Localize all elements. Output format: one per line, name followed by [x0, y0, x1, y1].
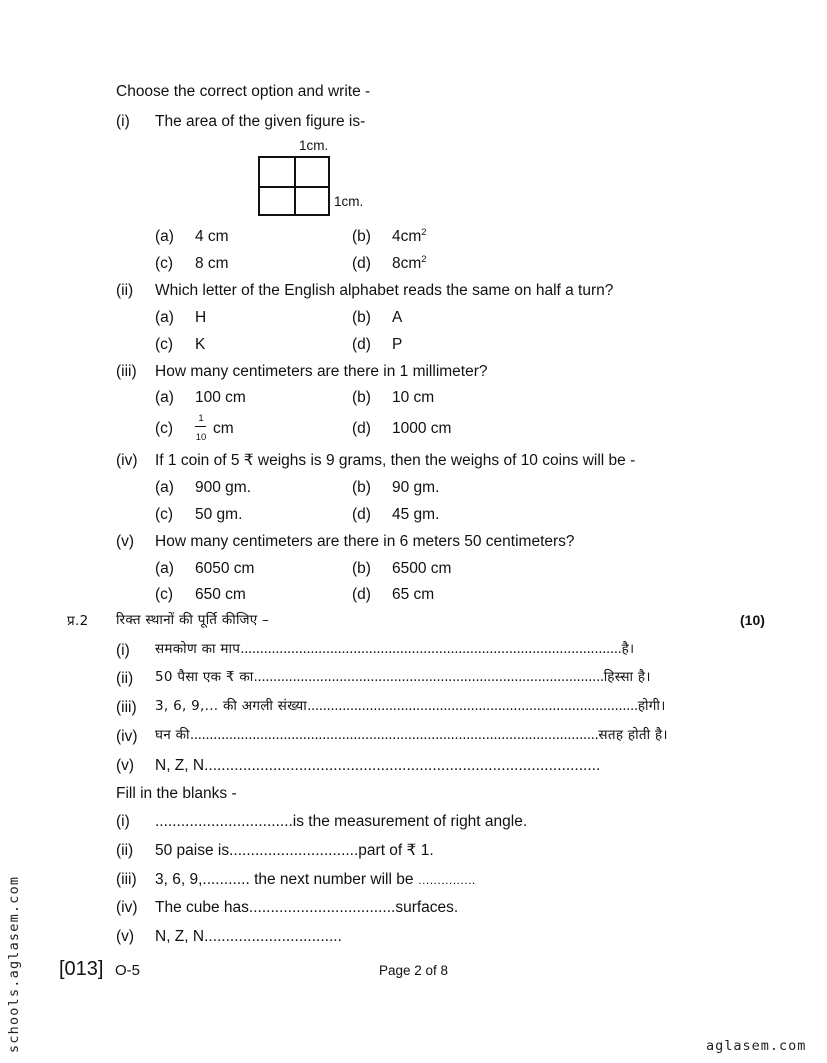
- option-text: 650 cm: [195, 586, 246, 603]
- bottom-watermark: aglasem.com: [706, 1038, 807, 1054]
- question-text: How many centimeters are there in 6 meters 50 centimeters?: [155, 533, 575, 550]
- item-number: (iv): [116, 728, 138, 745]
- option-key: (d): [352, 255, 371, 272]
- option-text: 100 cm: [195, 389, 246, 406]
- option-text: 1000 cm: [392, 420, 452, 437]
- fraction-numerator: 1: [198, 413, 204, 424]
- item-number: (ii): [116, 670, 134, 687]
- english-blank-item: 50 paise is..............................part of ₹ 1.: [155, 842, 434, 859]
- option-text: $4cm^2$: [392, 227, 427, 245]
- option-key: (c): [155, 506, 174, 523]
- english-blank-item: The cube has..................................surfaces.: [155, 899, 459, 916]
- question-number: (v): [116, 533, 135, 550]
- option-text: 10 cm: [392, 389, 435, 406]
- hindi-blank-item: 50 पैसा एक ₹ का..........................................................................................हिस्सा है।: [155, 669, 651, 685]
- question-number: (iv): [116, 452, 138, 469]
- hindi-blank-item: 3, 6, 9,... की अगली संख्या.....................................................................................होगी।: [155, 698, 666, 714]
- question-number: (ii): [116, 282, 134, 299]
- option-key: (c): [155, 255, 174, 272]
- fraction-bar: [195, 426, 206, 427]
- item-number: (i): [116, 813, 130, 830]
- item-number: (v): [116, 757, 135, 774]
- option-key: (c): [155, 420, 174, 437]
- option-key: (b): [352, 560, 371, 577]
- option-key: (b): [352, 228, 371, 245]
- square-grid-figure: [258, 156, 330, 216]
- paper-set: O-5: [115, 962, 141, 979]
- hindi-blank-item: समकोण का माप..................................................................................................है।: [155, 641, 635, 657]
- marks-label: (10): [740, 612, 765, 628]
- item-number: (iii): [116, 699, 137, 716]
- question-text: If 1 coin of 5 ₹ weighs is 9 grams, then the weighs of 10 coins will be -: [155, 452, 636, 469]
- option-key: (d): [352, 336, 371, 353]
- english-blank-item: 3, 6, 9,........... the next number will be ……………: [155, 871, 476, 888]
- item-number: (v): [116, 928, 135, 945]
- section-title: रिक्त स्थानों की पूर्ति कीजिए –: [116, 612, 270, 628]
- option-text: A: [392, 309, 403, 326]
- question-text: Which letter of the English alphabet reads the same on half a turn?: [155, 282, 614, 299]
- item-number: (ii): [116, 842, 134, 859]
- figure-top-label: 1cm.: [299, 138, 329, 153]
- item-number: (iii): [116, 871, 137, 888]
- option-key: (d): [352, 506, 371, 523]
- option-text: 6050 cm: [195, 560, 255, 577]
- option-key: (d): [352, 586, 371, 603]
- option-key: (c): [155, 586, 174, 603]
- question-text: How many centimeters are there in 1 millimeter?: [155, 363, 488, 380]
- option-key: (d): [352, 420, 371, 437]
- english-blank-item: ................................is the measurement of right angle.: [155, 813, 528, 830]
- item-number: (i): [116, 642, 130, 659]
- option-text: cm: [213, 420, 234, 437]
- question-label: प्र.2: [67, 613, 89, 629]
- option-text: H: [195, 309, 207, 326]
- option-key: (b): [352, 389, 371, 406]
- hindi-blank-item: घन की.........................................................................................................सतह होती है।: [155, 727, 668, 743]
- option-text: 900 gm.: [195, 479, 252, 496]
- question-number: (iii): [116, 363, 137, 380]
- option-key: (a): [155, 560, 174, 577]
- question-text: The area of the given figure is-: [155, 113, 366, 130]
- option-key: (a): [155, 389, 174, 406]
- option-text: $8cm^2$: [392, 254, 427, 272]
- option-text: 65 cm: [392, 586, 435, 603]
- paper-code: [013]: [59, 958, 104, 980]
- option-text: 50 gm.: [195, 506, 243, 523]
- option-key: (a): [155, 309, 174, 326]
- fraction-denominator: 10: [195, 432, 207, 443]
- option-key: (b): [352, 479, 371, 496]
- page-number: Page 2 of 8: [379, 963, 449, 978]
- option-key: (a): [155, 479, 174, 496]
- hindi-blank-item: N, Z, N............................................................................................: [155, 757, 601, 774]
- option-text: 6500 cm: [392, 560, 452, 577]
- fill-blanks-heading: Fill in the blanks -: [116, 785, 237, 802]
- option-text: 8 cm: [195, 255, 229, 272]
- side-watermark: schools.aglasem.com: [6, 875, 22, 1053]
- question-number: (i): [116, 113, 130, 130]
- option-text: K: [195, 336, 206, 353]
- item-number: (iv): [116, 899, 138, 916]
- mcq-instruction: Choose the correct option and write -: [116, 83, 371, 100]
- option-text: P: [392, 336, 403, 353]
- option-text: 90 gm.: [392, 479, 440, 496]
- figure-side-label: 1cm.: [334, 194, 364, 209]
- option-key: (b): [352, 309, 371, 326]
- english-blank-item: N, Z, N................................: [155, 928, 342, 945]
- option-key: (c): [155, 336, 174, 353]
- option-key: (a): [155, 228, 174, 245]
- option-text: 45 gm.: [392, 506, 440, 523]
- option-text: 4 cm: [195, 228, 229, 245]
